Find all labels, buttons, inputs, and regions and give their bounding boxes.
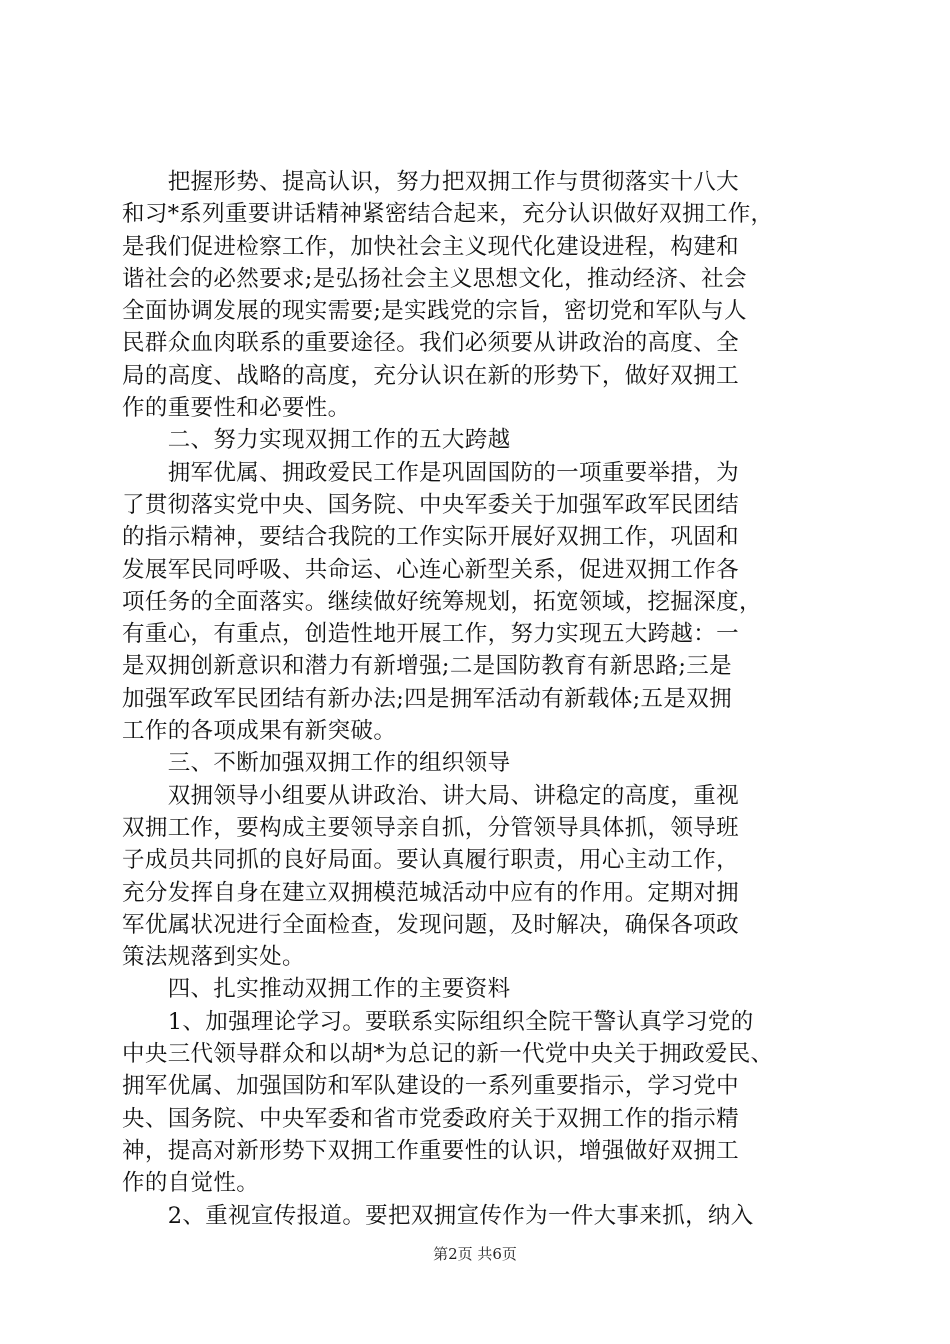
text-line: 谐社会的必然要求;是弘扬社会主义思想文化，推动经济、社会 [122,265,747,292]
section-heading: 二、努力实现双拥工作的五大跨越 [122,427,511,454]
text-line: 作的重要性和必要性。 [122,395,351,422]
text-line: 双拥领导小组要从讲政治、讲大局、讲稳定的高度，重视 [122,782,739,809]
text-line: 民群众血肉联系的重要途径。我们必须要从讲政治的高度、全 [122,330,739,357]
text-line: 神，提高对新形势下双拥工作重要性的认识，增强做好双拥工 [122,1137,739,1164]
text-line: 了贯彻落实党中央、国务院、中央军委关于加强军政军民团结 [122,491,739,518]
text-line: 工作的各项成果有新突破。 [122,718,397,745]
text-line: 拥军优属、加强国防和军队建设的一系列重要指示，学习党中 [122,1073,739,1100]
document-body [122,166,834,1232]
text-line: 把握形势、提高认识，努力把双拥工作与贯彻落实十八大 [122,169,739,195]
text-line: 军优属状况进行全面检查，发现问题，及时解决，确保各项政 [122,911,739,938]
text-line: 和习*系列重要讲话精神紧密结合起来，充分认识做好双拥工作， [122,201,774,228]
text-line: 作的自觉性。 [122,1170,260,1197]
text-line: 双拥工作，要构成主要领导亲自抓，分管领导具体抓，领导班 [122,814,739,841]
section-heading: 三、不断加强双拥工作的组织领导 [122,750,511,777]
section-heading: 四、扎实推动双拥工作的主要资料 [122,976,511,1003]
text-line: 加强军政军民团结有新办法;四是拥军活动有新载体;五是双拥 [122,685,732,712]
text-line: 子成员共同抓的良好局面。要认真履行职责，用心主动工作， [122,847,739,874]
page-number-footer: 第2页 共6页 [433,1245,517,1263]
text-line: 策法规落到实处。 [122,944,305,971]
text-line: 充分发挥自身在建立双拥模范城活动中应有的作用。定期对拥 [122,879,739,906]
text-line: 局的高度、战略的高度，充分认识在新的形势下，做好双拥工 [122,362,739,389]
text-line: 是我们促进检察工作，加快社会主义现代化建设进程，构建和 [122,233,739,260]
text-line: 拥军优属、拥政爱民工作是巩固国防的一项重要举措，为 [122,459,739,486]
text-line: 是双拥创新意识和潜力有新增强;二是国防教育有新思路;三是 [122,653,732,680]
text-line: 中央三代领导群众和以胡*为总记的新一代党中央关于拥政爱民、 [122,1041,774,1068]
text-line: 1、加强理论学习。要联系实际组织全院干警认真学习党的 [122,1008,754,1035]
text-line: 有重心，有重点，创造性地开展工作，努力实现五大跨越：一 [122,621,739,648]
text-line: 央、国务院、中央军委和省市党委政府关于双拥工作的指示精 [122,1105,739,1132]
text-line: 的指示精神，要结合我院的工作实际开展好双拥工作，巩固和 [122,524,739,551]
text-line: 2、重视宣传报道。要把双拥宣传作为一件大事来抓，纳入 [122,1202,754,1229]
text-line: 项任务的全面落实。继续做好统筹规划，拓宽领域，挖掘深度， [122,588,762,615]
text-line: 全面协调发展的现实需要;是实践党的宗旨，密切党和军队与人 [122,298,747,325]
text-line: 发展军民同呼吸、共命运、心连心新型关系，促进双拥工作各 [122,556,739,583]
